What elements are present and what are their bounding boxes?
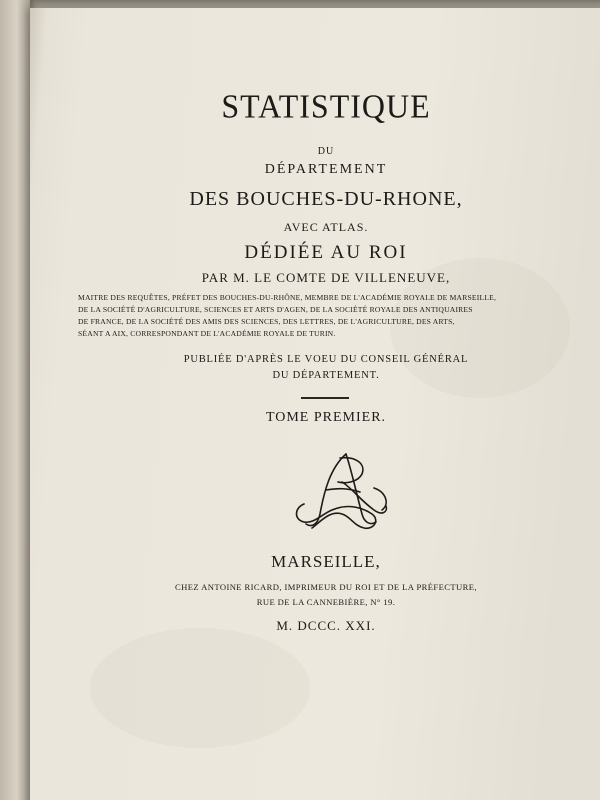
- dedication: DÉDIÉE AU ROI: [244, 242, 408, 263]
- author-titles-line: SÉANT A AIX, CORRESPONDANT DE L'ACADÉMIE ROYALE DE TURIN.: [78, 329, 336, 338]
- author-titles-line: DE LA SOCIÉTÉ D'AGRICULTURE, SCIENCES ET ARTS D'AGEN, DE LA SOCIÉTÉ ROYALE DES ANTIQUAIRES: [78, 305, 473, 314]
- imprint-printer-line: CHEZ ANTOINE RICARD, IMPRIMEUR DU ROI ET DE LA PRÉFECTURE,: [175, 582, 477, 592]
- volume-label: TOME PREMIER.: [265, 410, 387, 425]
- imprint-year: M. DCCC. XXI.: [276, 618, 376, 633]
- author-titles-line: MAITRE DES REQUÊTES, PRÉFET DES BOUCHES-DU-RHÔNE, MEMBRE DE L'ACADÉMIE ROYALE DE MARSEILLE,: [78, 293, 497, 302]
- title-departement: DÉPARTEMENT: [264, 162, 388, 177]
- main-title: STATISTIQUE: [221, 87, 431, 125]
- author-line: PAR M. LE COMTE DE VILLENEUVE,: [201, 270, 451, 285]
- imprint-printer-line: RUE DE LA CANNEBIÈRE, N° 19.: [256, 597, 396, 607]
- imprint-city: MARSEILLE,: [271, 552, 381, 571]
- divider-rule: [301, 397, 349, 399]
- publication-note-line: DU DÉPARTEMENT.: [272, 370, 380, 381]
- author-titles-line: DE FRANCE, DE LA SOCIÉTÉ DES AMIS DES SCIENCES, DES LETTRES, DE L'AGRICULTURE, DES ARTS,: [78, 317, 455, 326]
- title-region: DES BOUCHES-DU-RHONE,: [189, 188, 463, 210]
- title-connector: DU: [317, 146, 335, 157]
- ar-monogram-emblem: [290, 448, 400, 534]
- author-titles: [78, 292, 574, 340]
- book-left-page-edge: [0, 0, 30, 800]
- publication-note: [64, 352, 588, 384]
- paper-stain: [90, 628, 310, 748]
- publication-note-line: PUBLIÉE D'APRÈS LE VOEU DU CONSEIL GÉNÉRAL: [183, 354, 469, 365]
- title-atlas-note: AVEC ATLAS.: [283, 220, 369, 234]
- title-page: [30, 8, 600, 800]
- imprint-printer: [64, 580, 588, 610]
